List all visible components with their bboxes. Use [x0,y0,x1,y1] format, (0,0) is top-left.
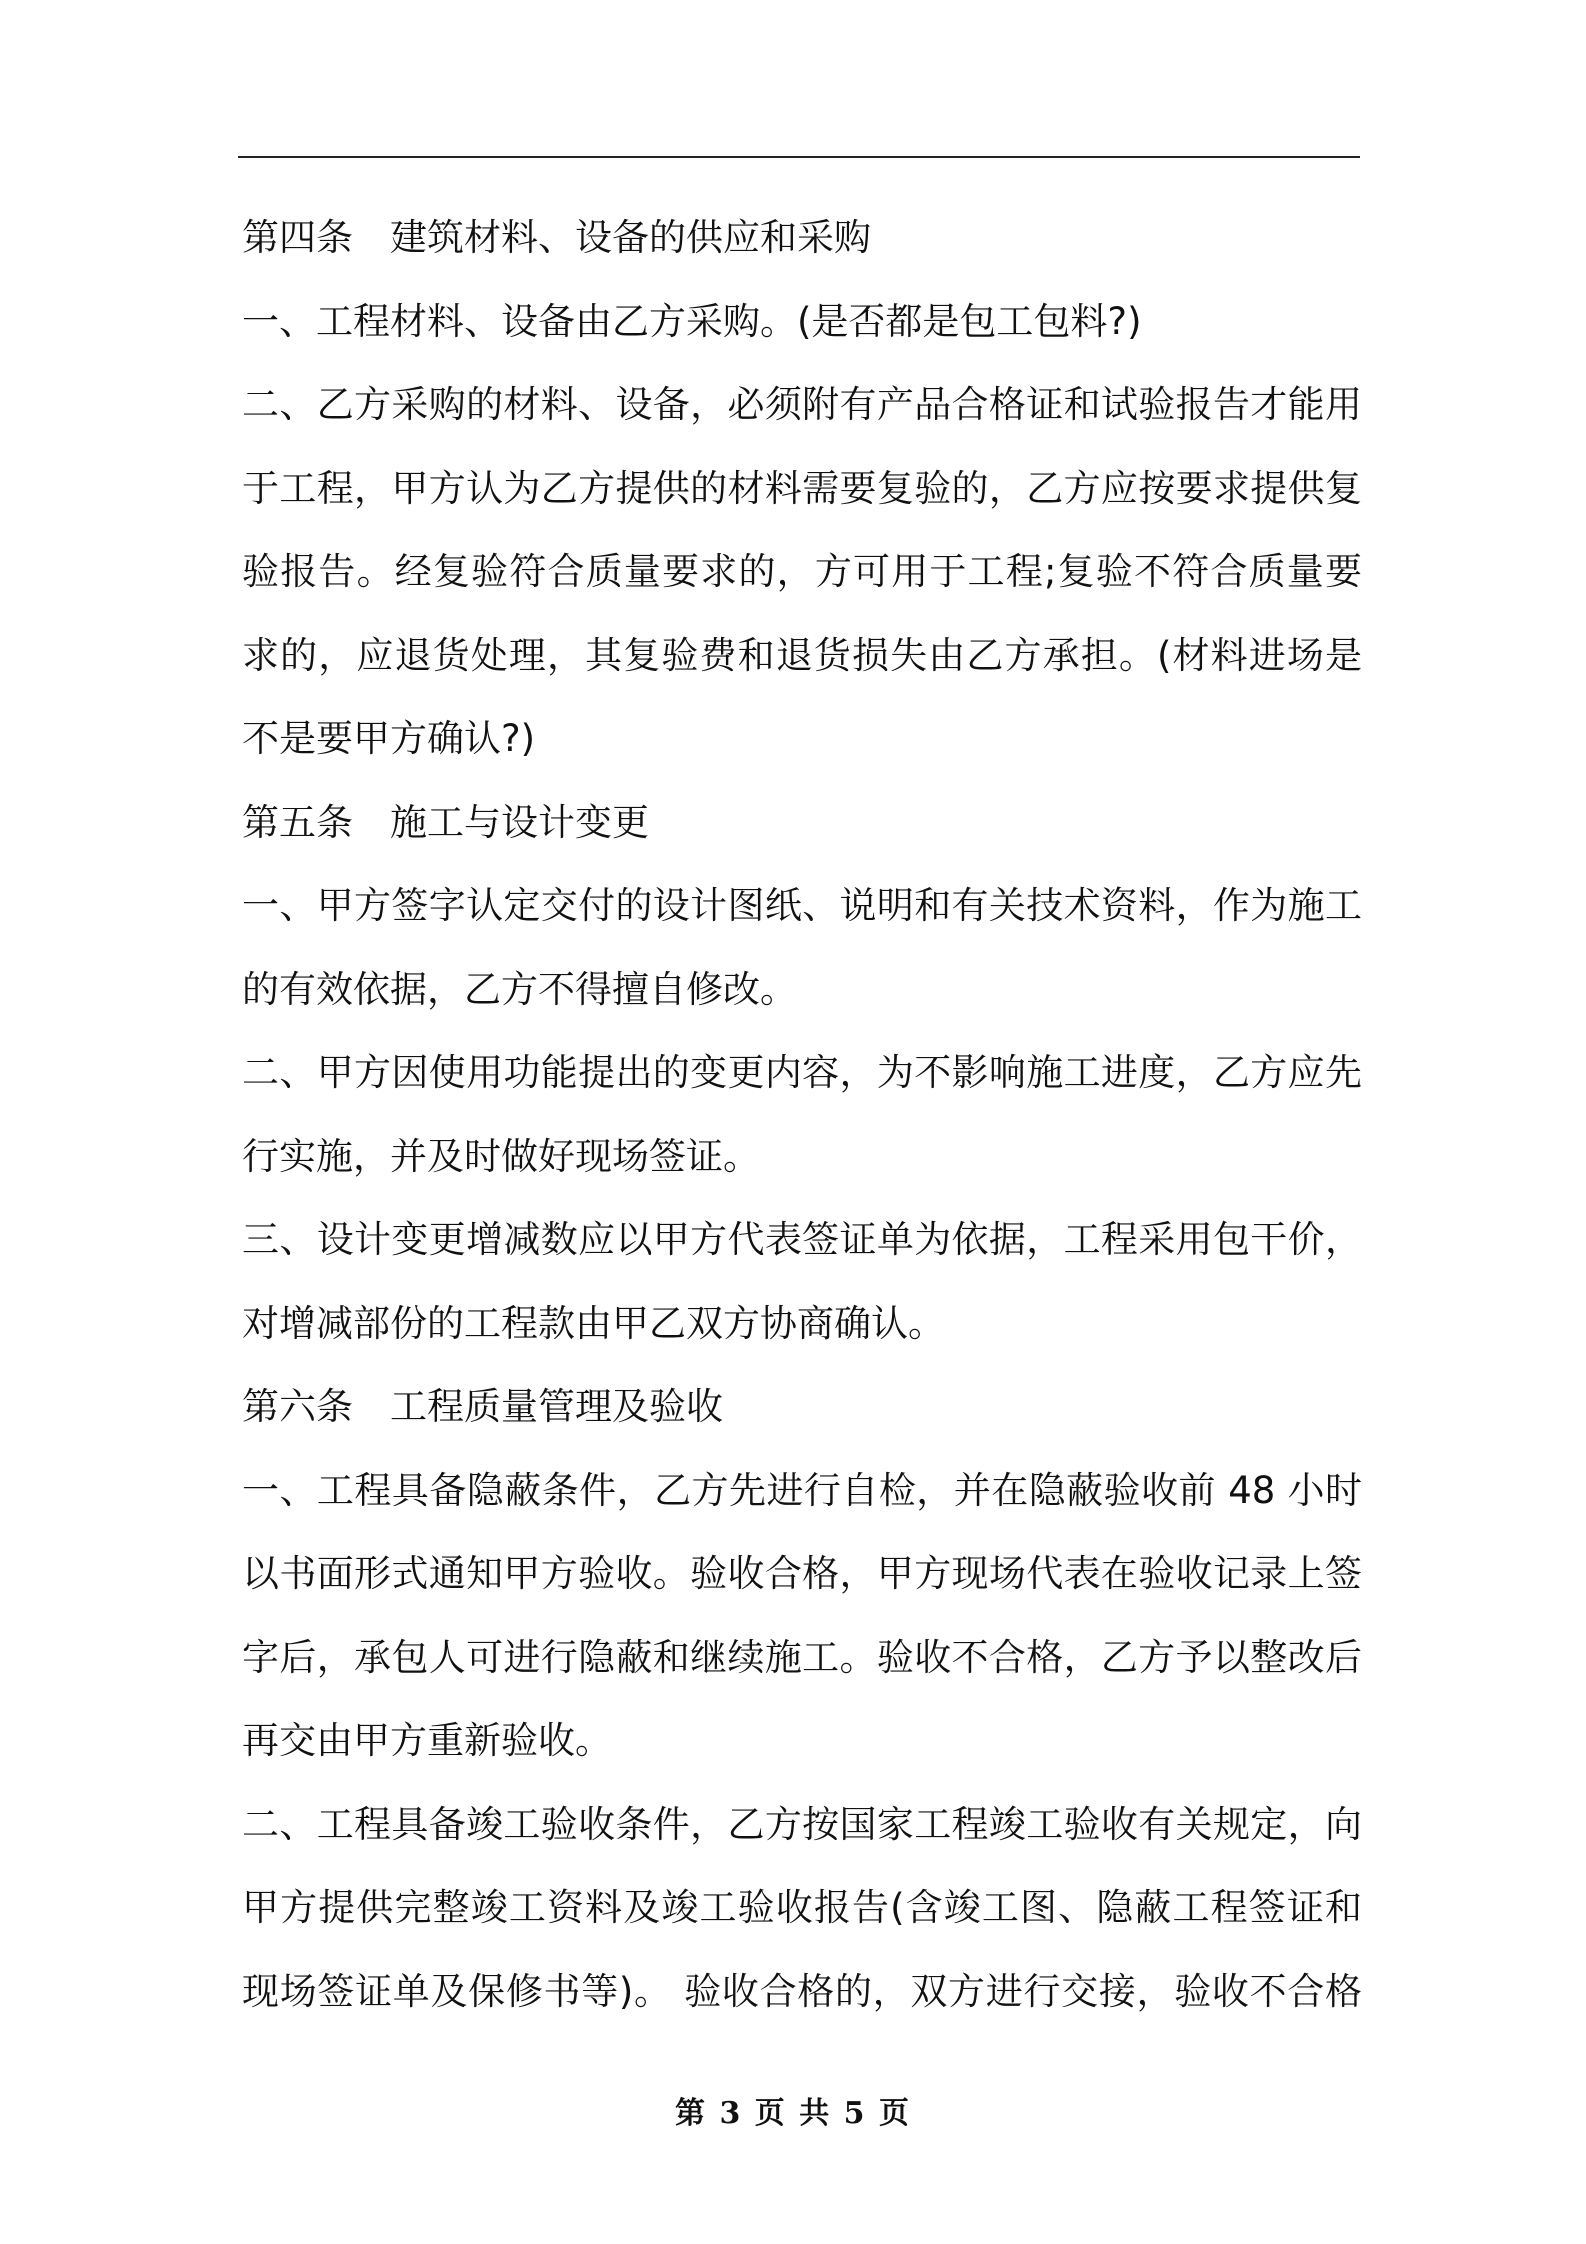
document-body [242,196,1362,2033]
article-6-clause-2-line-2: 甲方提供完整竣工资料及竣工验收报告(含竣工图、隐蔽工程签证和 [242,1886,1362,1929]
page-number-footer [0,2088,1586,2132]
article-5-clause-2-line-2: 行实施，并及时做好现场签证。 [242,1134,760,1178]
article-4-clause-2-line-2: 于工程，甲方认为乙方提供的材料需要复验的，乙方应按要求提供复 [242,466,1362,510]
article-4-clause-2-line-3: 验报告。经复验符合质量要求的，方可用于工程;复验不符合质量要 [242,550,1362,593]
article-6-clause-2-line-1: 二、工程具备竣工验收条件，乙方按国家工程竣工验收有关规定，向 [242,1802,1362,1846]
article-6-heading: 第六条 工程质量管理及验收 [242,1385,723,1428]
header-divider [238,156,1360,158]
article-6-clause-1-line-1: 一、工程具备隐蔽条件，乙方先进行自检，并在隐蔽验收前 48 小时 [242,1468,1362,1512]
page-number-text: 第 3 页 共 5 页 [675,2096,911,2131]
article-4-clause-1: 一、工程材料、设备由乙方采购。(是否都是包工包料?) [242,299,1142,343]
article-4-heading: 第四条 建筑材料、设备的供应和采购 [242,216,871,259]
article-5-clause-1-line-2: 的有效依据，乙方不得擅自修改。 [242,967,797,1011]
article-6-clause-1-line-4: 再交由甲方重新验收。 [242,1719,612,1762]
article-5-clause-1-line-1: 一、甲方签字认定交付的设计图纸、说明和有关技术资料，作为施工 [242,884,1362,927]
article-5-clause-3-line-2: 对增减部份的工程款由甲乙双方协商确认。 [242,1301,945,1345]
article-4-clause-2-line-4: 求的，应退货处理，其复验费和退货损失由乙方承担。(材料进场是 [242,633,1362,677]
article-5-clause-3-line-1: 三、设计变更增减数应以甲方代表签证单为依据，工程采用包干价， [242,1218,1362,1261]
article-4-clause-2-line-5: 不是要甲方确认?) [242,717,536,760]
article-5-clause-2-line-1: 二、甲方因使用功能提出的变更内容，为不影响施工进度，乙方应先 [242,1051,1362,1094]
article-6-clause-2-line-3: 现场签证单及保修书等)。 验收合格的，双方进行交接，验收不合格 [242,1969,1362,2013]
article-6-clause-1-line-2: 以书面形式通知甲方验收。验收合格，甲方现场代表在验收记录上签 [242,1552,1362,1595]
article-5-heading: 第五条 施工与设计变更 [242,800,649,844]
article-4-clause-2-line-1: 二、乙方采购的材料、设备，必须附有产品合格证和试验报告才能用 [242,383,1362,426]
article-6-clause-1-line-3: 字后，承包人可进行隐蔽和继续施工。验收不合格，乙方予以整改后 [242,1635,1362,1679]
